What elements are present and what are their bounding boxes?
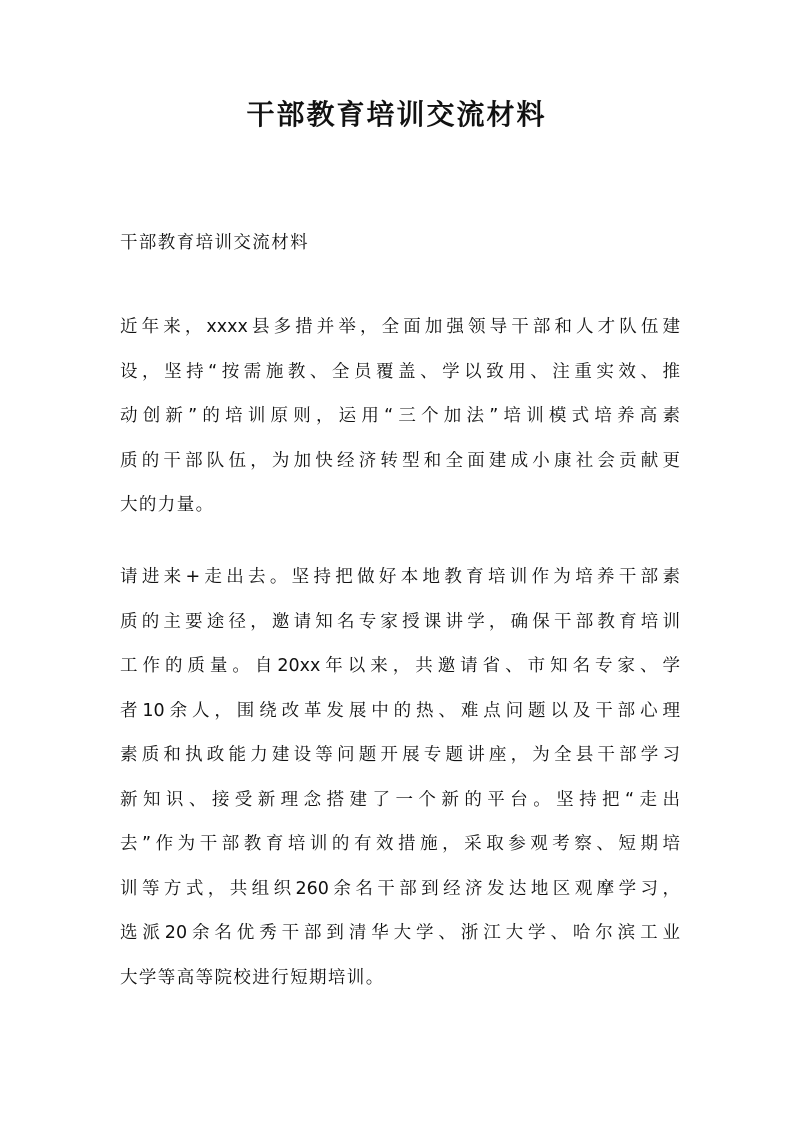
- paragraph-line: 训等方式，共组织260余名干部到经济发达地区观摩学习，: [120, 878, 680, 899]
- paragraph-line: 素质和执政能力建设等问题开展专题讲座，为全县干部学习: [120, 745, 680, 765]
- paragraph-line: 选派20余名优秀干部到清华大学、浙江大学、哈尔滨工业: [120, 923, 680, 943]
- paragraph-line: 大的力量。: [120, 495, 215, 515]
- paragraph-line: 者10余人，围绕改革发展中的热、难点问题以及干部心理: [120, 700, 680, 721]
- paragraph-line: 请进来+走出去。坚持把做好本地教育培训作为培养干部素: [120, 567, 680, 587]
- paragraph-line: 设，坚持“按需施教、全员覆盖、学以致用、注重实效、推: [120, 361, 680, 382]
- paragraph-line: 动创新”的培训原则，运用“三个加法”培训模式培养高素: [120, 406, 680, 426]
- paragraph-line: 质的主要途径，邀请知名专家授课讲学，确保干部教育培训: [120, 611, 680, 632]
- document-subtitle: 干部教育培训交流材料: [120, 233, 309, 253]
- paragraph-intro: [120, 310, 680, 533]
- paragraph-line: 去”作为干部教育培训的有效措施，采取参观考察、短期培: [120, 834, 680, 854]
- paragraph-invite-and-go-out: [120, 560, 680, 1005]
- paragraph-line: 大学等高等院校进行短期培训。: [120, 967, 385, 988]
- paragraph-line: 新知识、接受新理念搭建了一个新的平台。坚持把“走出: [120, 789, 680, 810]
- paragraph-line: 质的干部队伍，为加快经济转型和全面建成小康社会贡献更: [120, 450, 680, 471]
- paragraph-line: 工作的质量。自20xx年以来，共邀请省、市知名专家、学: [120, 656, 680, 676]
- paragraph-line: 近年来，xxxx县多措并举，全面加强领导干部和人才队伍建: [120, 317, 680, 337]
- document-title: 干部教育培训交流材料: [246, 98, 547, 131]
